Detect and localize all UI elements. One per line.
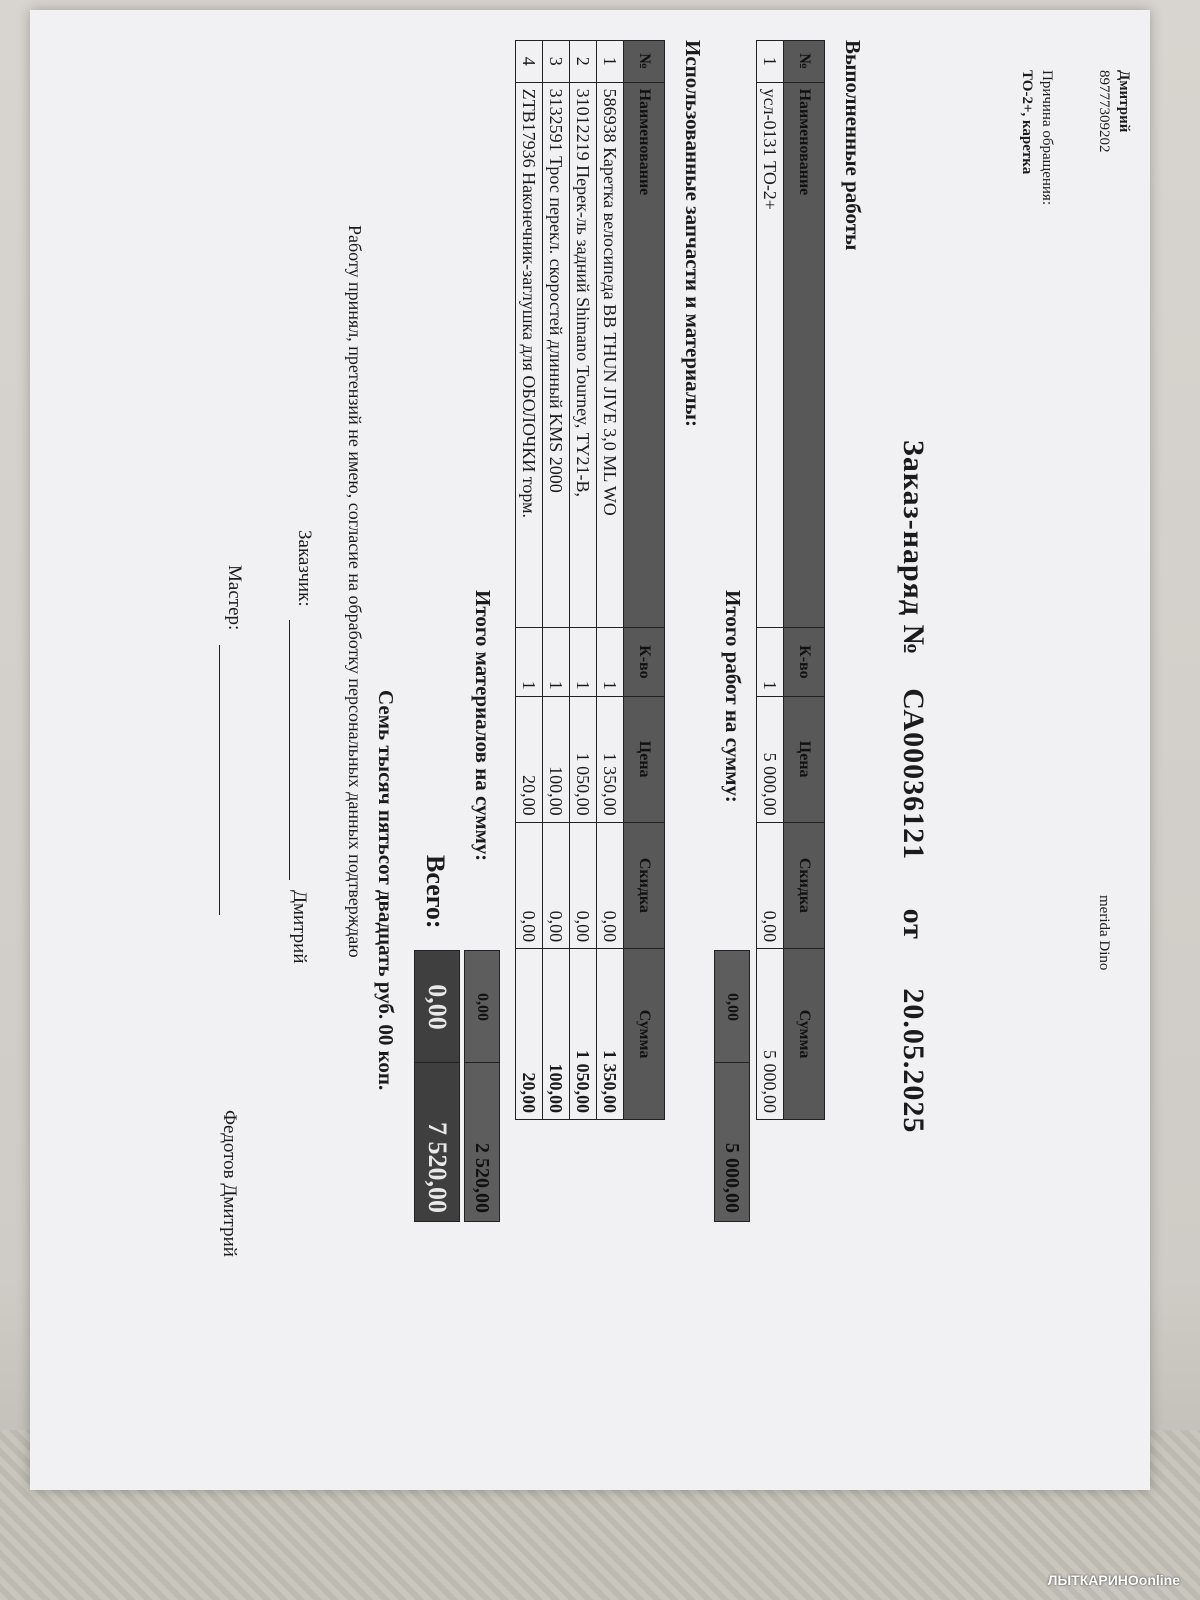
works-total-label: Итого работ на сумму: xyxy=(721,590,745,803)
row-sum: 5 000,00 xyxy=(757,949,784,1120)
master-label: Мастер: xyxy=(224,565,245,631)
grand-total-sum: 7 520,00 xyxy=(414,1062,460,1222)
row-discount: 0,00 xyxy=(516,822,543,948)
master-signature-line xyxy=(219,645,220,915)
row-qty: 1 xyxy=(516,628,543,697)
row-price: 20,00 xyxy=(516,696,543,822)
work-order-document xyxy=(30,10,1150,1490)
grand-total-label: Всего: xyxy=(421,855,450,929)
row-sum: 1 050,00 xyxy=(570,949,597,1120)
works-header-row xyxy=(784,41,825,1120)
row-discount: 0,00 xyxy=(570,822,597,948)
parts-total-sum: 2 520,00 xyxy=(464,1062,500,1222)
table-row xyxy=(757,41,784,1120)
order-date: 20.05.2025 xyxy=(897,988,930,1134)
table-row xyxy=(570,41,597,1120)
row-sum: 20,00 xyxy=(516,949,543,1120)
order-title xyxy=(896,440,930,1133)
row-sum: 1 350,00 xyxy=(597,949,624,1120)
order-number: СА00036121 xyxy=(897,688,930,861)
master-name: Федотов Дмитрий xyxy=(219,1110,240,1257)
row-discount: 0,00 xyxy=(757,822,784,948)
client-name: Дмитрий xyxy=(1116,70,1132,133)
col-price: Цена xyxy=(624,696,665,822)
col-qty: К-во xyxy=(624,628,665,697)
row-name: 3132591 Трос перекл. скоростей длинный KMS 2000 xyxy=(543,82,570,627)
row-number: 1 xyxy=(757,41,784,83)
col-name: Наименование xyxy=(624,82,665,627)
col-qty: К-во xyxy=(784,628,825,697)
order-title-label: Заказ-наряд № xyxy=(897,440,930,656)
order-date-label: от xyxy=(897,908,930,940)
row-qty: 1 xyxy=(597,628,624,697)
acceptance-text: Работу принял, претензий не имею, согласие на обработку персональных данных подтверждаю xyxy=(345,225,365,958)
col-price: Цена xyxy=(784,696,825,822)
row-price: 5 000,00 xyxy=(757,696,784,822)
row-qty: 1 xyxy=(757,628,784,697)
customer-name: Дмитрий xyxy=(289,890,310,964)
col-number: № xyxy=(784,41,825,83)
row-price: 1 350,00 xyxy=(597,696,624,822)
customer-label: Заказчик: xyxy=(294,530,315,607)
row-discount: 0,00 xyxy=(597,822,624,948)
parts-total-discount: 0,00 xyxy=(464,950,500,1064)
row-name: 31012219 Перек-ль задний Shimano Tourney, TY21-B, xyxy=(570,82,597,627)
row-discount: 0,00 xyxy=(543,822,570,948)
row-number: 4 xyxy=(516,41,543,83)
reason-label: Причина обращения: xyxy=(1039,70,1055,205)
col-discount: Скидка xyxy=(784,822,825,948)
col-sum: Сумма xyxy=(784,949,825,1120)
customer-signature-line xyxy=(289,620,290,880)
col-sum: Сумма xyxy=(624,949,665,1120)
grand-total-discount: 0,00 xyxy=(414,950,460,1064)
row-name: усл-0131 ТО-2+ xyxy=(757,82,784,627)
col-discount: Скидка xyxy=(624,822,665,948)
row-number: 1 xyxy=(597,41,624,83)
row-number: 2 xyxy=(570,41,597,83)
amount-in-words: Семь тысяч пятьсот двадцать руб. 00 коп. xyxy=(374,690,398,1091)
row-price: 1 050,00 xyxy=(570,696,597,822)
row-name: ZTB17936 Наконечник-заглушка для ОБОЛОЧКИ торм. xyxy=(516,82,543,627)
reason-value: ТО-2+, каретка xyxy=(1019,70,1035,175)
row-number: 3 xyxy=(543,41,570,83)
works-table xyxy=(756,40,825,1120)
table-row xyxy=(516,41,543,1120)
row-qty: 1 xyxy=(570,628,597,697)
parts-table xyxy=(515,40,665,1120)
works-total-discount: 0,00 xyxy=(714,950,750,1064)
parts-header-row xyxy=(624,41,665,1120)
client-phone: 89777309202 xyxy=(1096,70,1112,153)
row-qty: 1 xyxy=(543,628,570,697)
row-name: 586938 Каретка велосипеда BB THUN JIVE 3,0 ML WO xyxy=(597,82,624,627)
parts-heading: Использованные запчасти и материалы: xyxy=(681,40,705,427)
row-sum: 100,00 xyxy=(543,949,570,1120)
bike-model: merida Dino xyxy=(1096,895,1112,971)
parts-total-label: Итого материалов на сумму: xyxy=(471,590,495,862)
table-row xyxy=(597,41,624,1120)
works-total-sum: 5 000,00 xyxy=(714,1062,750,1222)
col-number: № xyxy=(624,41,665,83)
table-row xyxy=(543,41,570,1120)
site-watermark: ЛЫТКАРИНОonline xyxy=(1047,1572,1180,1588)
row-price: 100,00 xyxy=(543,696,570,822)
works-heading: Выполненные работы xyxy=(841,40,865,251)
col-name: Наименование xyxy=(784,82,825,627)
